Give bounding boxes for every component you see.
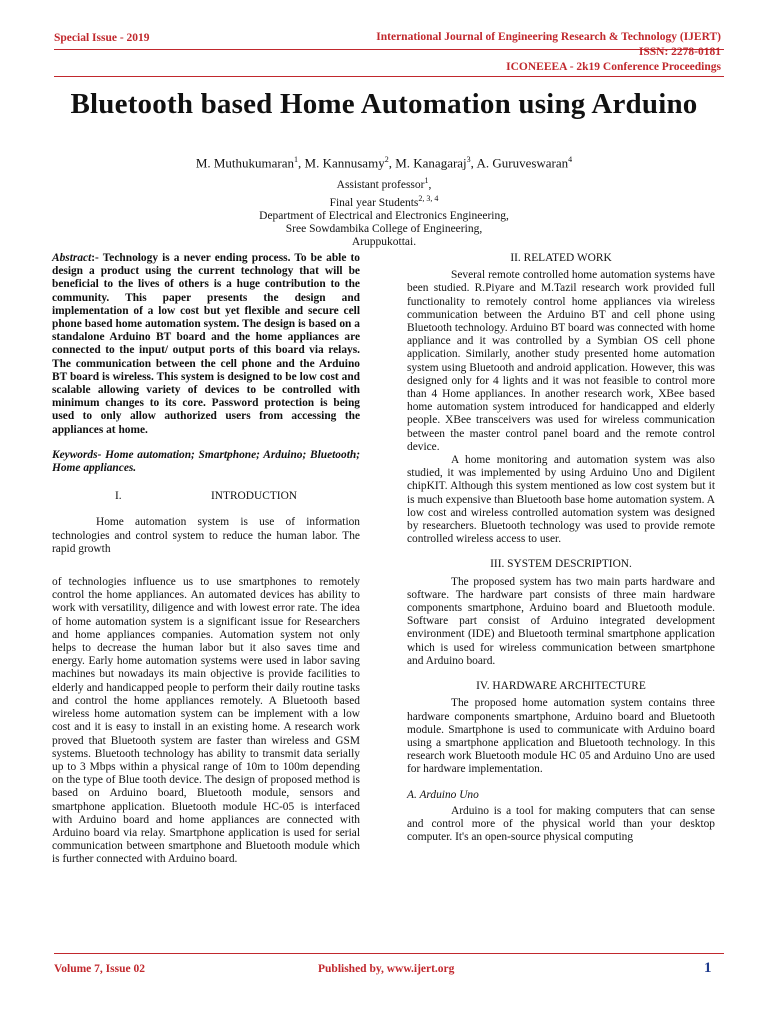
- header-proceedings: ICONEEEA - 2k19 Conference Proceedings: [506, 61, 721, 73]
- keywords: Keywords- Home automation; Smartphone; Arduino; Bluetooth; Home appliances.: [52, 448, 360, 475]
- sysdesc-paragraph-1: The proposed system has two main parts hardware and software. The hardware part consists of three main hardware components smartphone, Arduino board and Bluetooth module. Software part consist of Arduino integrated development environment (IDE) and Bluetooth terminal smartphone application which is used for wireless communication between smartphone and Arduino board.: [407, 575, 715, 667]
- header-issn: ISSN: 2278-0181: [638, 46, 721, 58]
- author-affiliations: [0, 174, 768, 249]
- right-column: [407, 252, 715, 844]
- header-journal-info: [376, 30, 721, 75]
- footer-rule: [54, 953, 724, 954]
- author-role-2: Final year Students$^{2, 3, 4}$: [329, 194, 439, 209]
- intro-paragraph-2: of technologies influence us to use smartphones to remotely control the home appliances. An automated devices has ability to work with versatility, diligence and with lowest error rate. The idea of home automation system is a significant issue for Researchers and home appliances companies. Automation system not only helps to decrease the human labor but it also saves time and energy. Early home automation systems were used in labor saving machines but nowadays its main objective is provide facilities to elderly and handicapped people to perform their daily routine tasks and control the home appliances remotely. A Bluetooth based wireless home automation system can be implement with a low cost and it is easy to install in an existing home. A research work proved that Bluetooth system are faster than wireless and GSM systems. Bluetooth technology has ability to transmit data serially up to 3 Mbps within a physical range of 10m to 100m depending on the type of Blue tooth device. The design of proposed method is based on Arduino board, Bluetooth module, sensors and smartphone application. Bluetooth module HC-05 is interfaced with Arduino board and home appliances are connected with Arduino board via relay. Smartphone application is used for serial communication between smartphone and Bluetooth module which is further connected with Arduino board.: [52, 576, 360, 866]
- page-number: 1: [704, 960, 712, 976]
- author-department: Department of Electrical and Electronics Engineering,: [259, 209, 509, 222]
- related-paragraph-2: A home monitoring and automation system was also studied, it was implemented by using Arduino Uno and Digilent chipKIT. Although this system mentioned as low cost system but it is much expensive than Bluetooth base home automation system. A low cost and wireless controlled automation system was designed by researchers. Bluetooth technology was used to provide remote controlled wireless access to user.: [407, 454, 715, 546]
- author-city: Aruppukottai.: [351, 235, 417, 248]
- section-heading-related-work: II. RELATED WORK: [510, 252, 612, 264]
- paper-title: Bluetooth based Home Automation using Arduino: [70, 88, 698, 120]
- related-paragraph-1: Several remote controlled home automation systems have been studied. R.Piyare and M.Tazil research work provided full functionality to remotely control home appliances via wireless communication between the Arduino BT and cell phone using Bluetooth technology. Arduino BT board was connected with home appliance and it was controlled by a Symbian OS cell phone application. Similarly, another study presented home automation system using Bluetooth and android application. However, this was designed only for 4 lights and it was not feasible to control more than 4 Home appliances. In another research work, XBee based home automation system introduced for handicapped and elderly people. XBee transceivers was used for wireless communication between the master control panel board and the remote control device.: [407, 269, 715, 453]
- intro-paragraph-1: Home automation system is use of information technologies and control system to reduce the human labor. The rapid growth: [52, 516, 360, 555]
- footer-publisher: Published by, www.ijert.org: [318, 963, 455, 975]
- section-heading-system-description: III. SYSTEM DESCRIPTION.: [490, 558, 632, 571]
- header-rule-2: [54, 76, 724, 77]
- footer-volume: Volume 7, Issue 02: [54, 963, 145, 975]
- author-names: M. Muthukumaran$^1$, M. Kannusamy$^2$, M. Kanagaraj$^3$, A. Guruveswaran$^4$: [195, 155, 573, 171]
- header-rule-1: [54, 49, 724, 50]
- author-block: [0, 152, 768, 249]
- hardware-paragraph-2: Arduino is a tool for making computers that can sense and control more of the physical world than your desktop computer. It's an open-source physical computing: [407, 804, 715, 844]
- hardware-paragraph-1: The proposed home automation system contains three hardware components smartphone, Arduino board and Bluetooth module. Smartphone is used to communicate with Arduino board using a smartphone application and Bluetooth technology. In this research work Bluetooth module HC 05 and Arduino Uno are used for hardware implementation.: [407, 697, 715, 776]
- subsection-heading-arduino-uno: A. Arduino Uno: [407, 788, 479, 801]
- left-column: [52, 252, 360, 867]
- author-role-1: Assistant professor$^1$,: [336, 176, 432, 192]
- author-college: Sree Sowdambika College of Engineering,: [285, 222, 483, 235]
- abstract: Abstract:- Technology is a never ending process. To be able to design a product using the current technology that will be beneficial to the lives of others is a huge contribution to the community. This paper presents the design and implementation of a low cost but yet flexible and secure cell phone based home automation system. The design is based on a standalone Arduino BT board and the home appliances are connected to the input/ output ports of this board via relays. The communication between the cell phone and the Arduino BT board is wireless. This system is designed to be low cost and scalable allowing variety of devices to be controlled with minimum changes to its core. Password protection is being used to only allow authorized users from accessing the appliances at home.: [52, 252, 360, 436]
- header-special-issue: Special Issue - 2019: [54, 32, 150, 44]
- section-heading-hardware: IV. HARDWARE ARCHITECTURE: [476, 680, 646, 693]
- section-heading-introduction: I. INTRODUCTION: [114, 490, 298, 503]
- header-journal: International Journal of Engineering Research & Technology (IJERT): [376, 31, 721, 43]
